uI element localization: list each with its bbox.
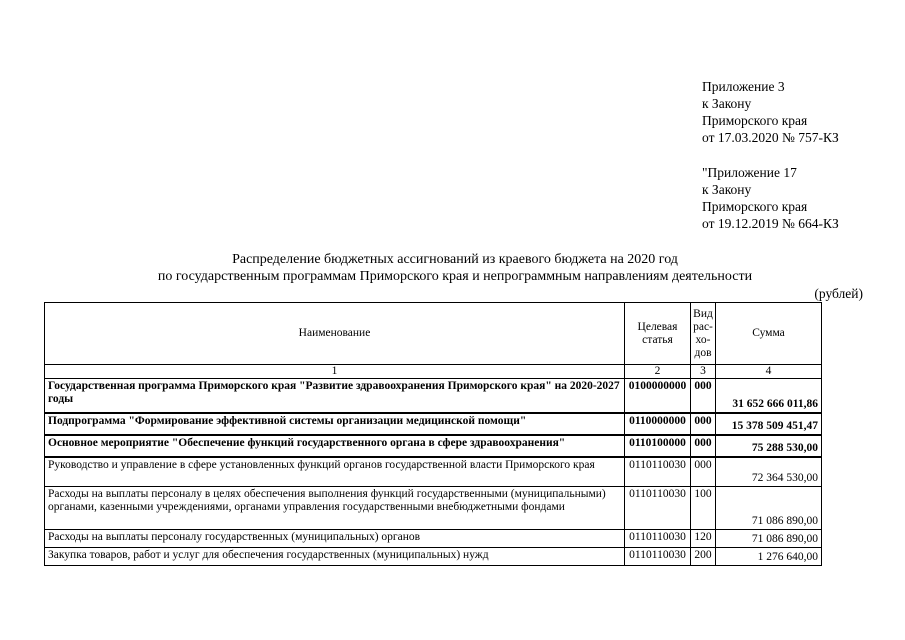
- row-name: Основное мероприятие "Обеспечение функций государственного органа в сфере здравоохранения": [45, 435, 625, 457]
- table-row: [45, 530, 822, 548]
- row-target-article: 0110110030: [625, 457, 691, 487]
- appendix-line: от 17.03.2020 № 757-КЗ: [702, 130, 839, 145]
- row-amount: 15 378 509 451,47: [716, 413, 822, 435]
- row-amount: 75 288 530,00: [716, 435, 822, 457]
- row-expense-type: 000: [691, 413, 716, 435]
- appendix-line: Приморского края: [702, 113, 808, 128]
- table-row: [45, 413, 822, 435]
- header-target-article: Целевая статья: [625, 303, 691, 365]
- appendix-line: к Закону: [702, 182, 752, 197]
- row-expense-type: 000: [691, 435, 716, 457]
- row-amount: 72 364 530,00: [716, 457, 822, 487]
- header-name: Наименование: [45, 303, 625, 365]
- column-number-row: [45, 365, 822, 379]
- column-number: 4: [716, 365, 822, 379]
- table-header-row: [45, 303, 822, 365]
- row-name: Государственная программа Приморского края "Развитие здравоохранения Приморского края" на 2020-2027 годы: [45, 379, 625, 413]
- currency-unit-label: (рублей): [814, 286, 863, 301]
- row-expense-type: 000: [691, 379, 716, 413]
- row-amount: 1 276 640,00: [716, 548, 822, 566]
- row-amount: 31 652 666 011,86: [716, 379, 822, 413]
- appendix-line: Приложение 3: [702, 79, 785, 94]
- table-row: [45, 457, 822, 487]
- row-target-article: 0110100000: [625, 435, 691, 457]
- row-target-article: 0100000000: [625, 379, 691, 413]
- appendix-line: к Закону: [702, 96, 752, 111]
- document-title-line-2: по государственным программам Приморского края и непрограммным направлениям деятельности: [157, 269, 753, 284]
- row-target-article: 0110110030: [625, 530, 691, 548]
- header-amount: Сумма: [716, 303, 822, 365]
- row-target-article: 0110110030: [625, 487, 691, 530]
- table-row: [45, 435, 822, 457]
- row-expense-type: 200: [691, 548, 716, 566]
- header-expense-type: Вид рас- хо- дов: [691, 303, 716, 365]
- column-number: 1: [45, 365, 625, 379]
- row-target-article: 0110000000: [625, 413, 691, 435]
- budget-allocation-table: [44, 302, 822, 566]
- row-expense-type: 100: [691, 487, 716, 530]
- table-row: [45, 548, 822, 566]
- appendix-line: Приморского края: [702, 199, 808, 214]
- table-row: [45, 487, 822, 530]
- row-name: Подпрограмма "Формирование эффективной системы организации медицинской помощи": [45, 413, 625, 435]
- row-amount: 71 086 890,00: [716, 530, 822, 548]
- row-name: Расходы на выплаты персоналу государственных (муниципальных) органов: [45, 530, 625, 548]
- appendix-reference-current: [702, 78, 839, 146]
- row-target-article: 0110110030: [625, 548, 691, 566]
- document-title-line-1: Распределение бюджетных ассигнований из краевого бюджета на 2020 год: [232, 252, 678, 267]
- table-row: [45, 379, 822, 413]
- row-name: Руководство и управление в сфере установленных функций органов государственной власти Приморского края: [45, 457, 625, 487]
- row-amount: 71 086 890,00: [716, 487, 822, 530]
- row-name: Закупка товаров, работ и услуг для обеспечения государственных (муниципальных) нужд: [45, 548, 625, 566]
- appendix-line: "Приложение 17: [702, 165, 797, 180]
- row-name: Расходы на выплаты персоналу в целях обеспечения выполнения функций государственными (муниципальными) органами, казенными учреждениями, органами управления государственными внебюджетными фондами: [45, 487, 625, 530]
- appendix-line: от 19.12.2019 № 664-КЗ: [702, 216, 839, 231]
- column-number: 3: [691, 365, 716, 379]
- appendix-reference-original: [702, 164, 839, 232]
- column-number: 2: [625, 365, 691, 379]
- row-expense-type: 120: [691, 530, 716, 548]
- row-expense-type: 000: [691, 457, 716, 487]
